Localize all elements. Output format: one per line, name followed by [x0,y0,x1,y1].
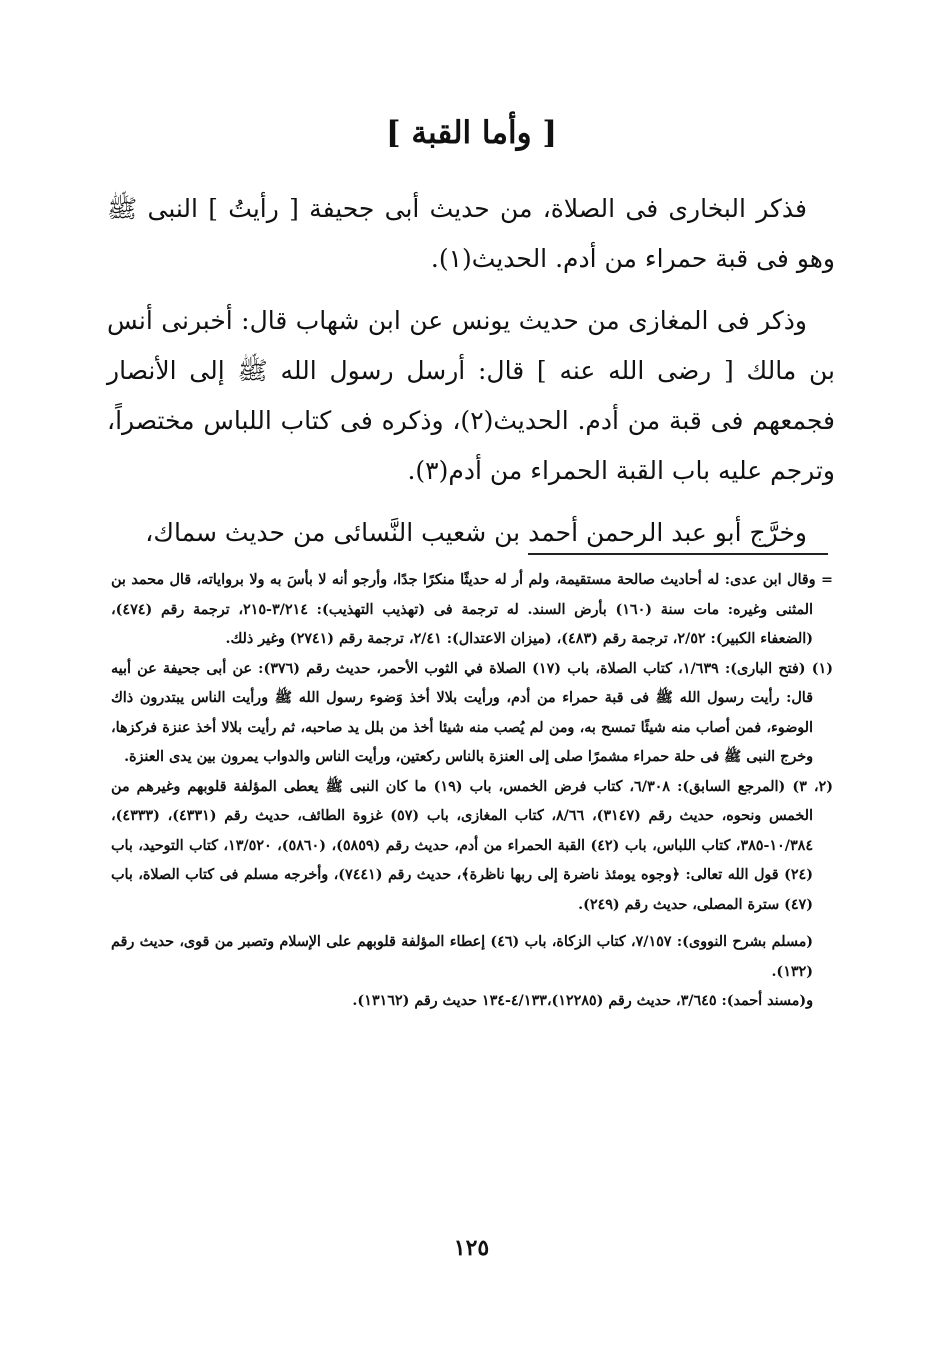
footnotes [111,566,833,1017]
footnote-ahmad: و(مسند أحمد): ٣/٦٤٥، حديث رقم (١٢٢٨٥)،٤/١٣٣-١٣٤ حديث رقم (١٣١٦٢). [352,993,813,1009]
footnote-2-3: (٢، ٣) (المرجع السابق): ٦/٣٠٨، كتاب فرض الخمس، باب (١٩) ما كان النبى ﷺ يعطى المؤلفة قلوبهم وغيرهم من الخمس ونحوه، حديث رقم (٣١٤٧)، ٨/٦٦، كتاب المغازى، باب (٥٧) غزوة الطائف، حديث رقم (٤٣٣١)، (٤٣٣٣)، ١٠/٣٨٤-٣٨٥، كتاب اللباس، باب (٤٢) القبة الحمراء من أدم، حديث رقم (٥٨٥٩)، (٥٨٦٠)، ١٣/٥٢٠، كتاب التوحيد، باب (٢٤) قول الله تعالى: ﴿وجوه يومئذ ناضرة إلى ربها ناظرة﴾، حديث رقم (٧٤٤١)، وأخرجه مسلم فى كتاب الصلاة، باب (٤٧) سترة المصلى، حديث رقم (٢٤٩). [111,778,833,913]
footnote-1: (١) (فتح البارى): ١/٦٣٩، كتاب الصلاة، باب (١٧) الصلاة في الثوب الأحمر، حديث رقم (٣٧٦): عن أبى جحيفة عن أبيه قال: رأيت رسول الله ﷺ فى قبة حمراء من أدم، ورأيت بلالا أخذ وَضوء رسول الله ﷺ ورأيت الناس يبتدرون ذاك الوضوء، فمن أصاب منه شيئًا تمسح به، ومن لم يُصب منه شيئا أخذ من بلل يد صاحبه، ثم رأيت بلالا أخذ عنزة فركزها، وخرج النبى ﷺ فى حلة حمراء مشمرًا صلى إلى العنزة بالناس ركعتين، ورأيت الناس والدواب يمرون بين يدى العنزة. [111,660,833,765]
footnote-muslim: (مسلم بشرح النووى): ٧/١٥٧، كتاب الزكاة، باب (٤٦) إعطاء المؤلفة قلوبهم على الإسلام وتصبر من قوى، حديث رقم (١٣٢). [111,934,813,980]
main-text [107,184,835,570]
paragraph-3: وخرَّج أبو عبد الرحمن أحمد بن شعيب النَّسائى من حديث سماك، [145,518,807,547]
footnote-separator [528,553,828,555]
footnote-continuation: = وقال ابن عدى: له أحاديث صالحة مستقيمة، ولم أر له حديثًا منكرًا جدًا، وأرجو أنه لا بأسَ به ولا برواياته، قال محمد بن المثنى وغيره: مات سنة (١٦٠) بأرض السند. له ترجمة فى (تهذيب التهذيب): ٣/٢١٤-٢١٥، ترجمة رقم (٤٧٤)، (الضعفاء الكبير): ٢/٥٢، ترجمة رقم (٤٨٣)، (ميزان الاعتدال): ٢/٤١، ترجمة رقم (٢٧٤١) وغير ذلك. [111,572,833,647]
paragraph-2: وذكر فى المغازى من حديث يونس عن ابن شهاب قال: أخبرنى أنس بن مالك [ رضى الله عنه ] قال: أرسل رسول الله ﷺ إلى الأنصار فجمعهم فى قبة من أدم. الحديث(٢)، وذكره فى كتاب اللباس مختصراً، وترجم عليه باب القبة الحمراء من أدم(٣). [107,306,835,485]
paragraph-1: فذكر البخارى فى الصلاة، من حديث أبى جحيفة [ رأيتُ ] النبى ﷺ وهو فى قبة حمراء من أدم. الحديث(١). [107,194,835,273]
section-title: [ وأما القبة ] [385,115,558,151]
page-number: ١٢٥ [453,1235,490,1261]
